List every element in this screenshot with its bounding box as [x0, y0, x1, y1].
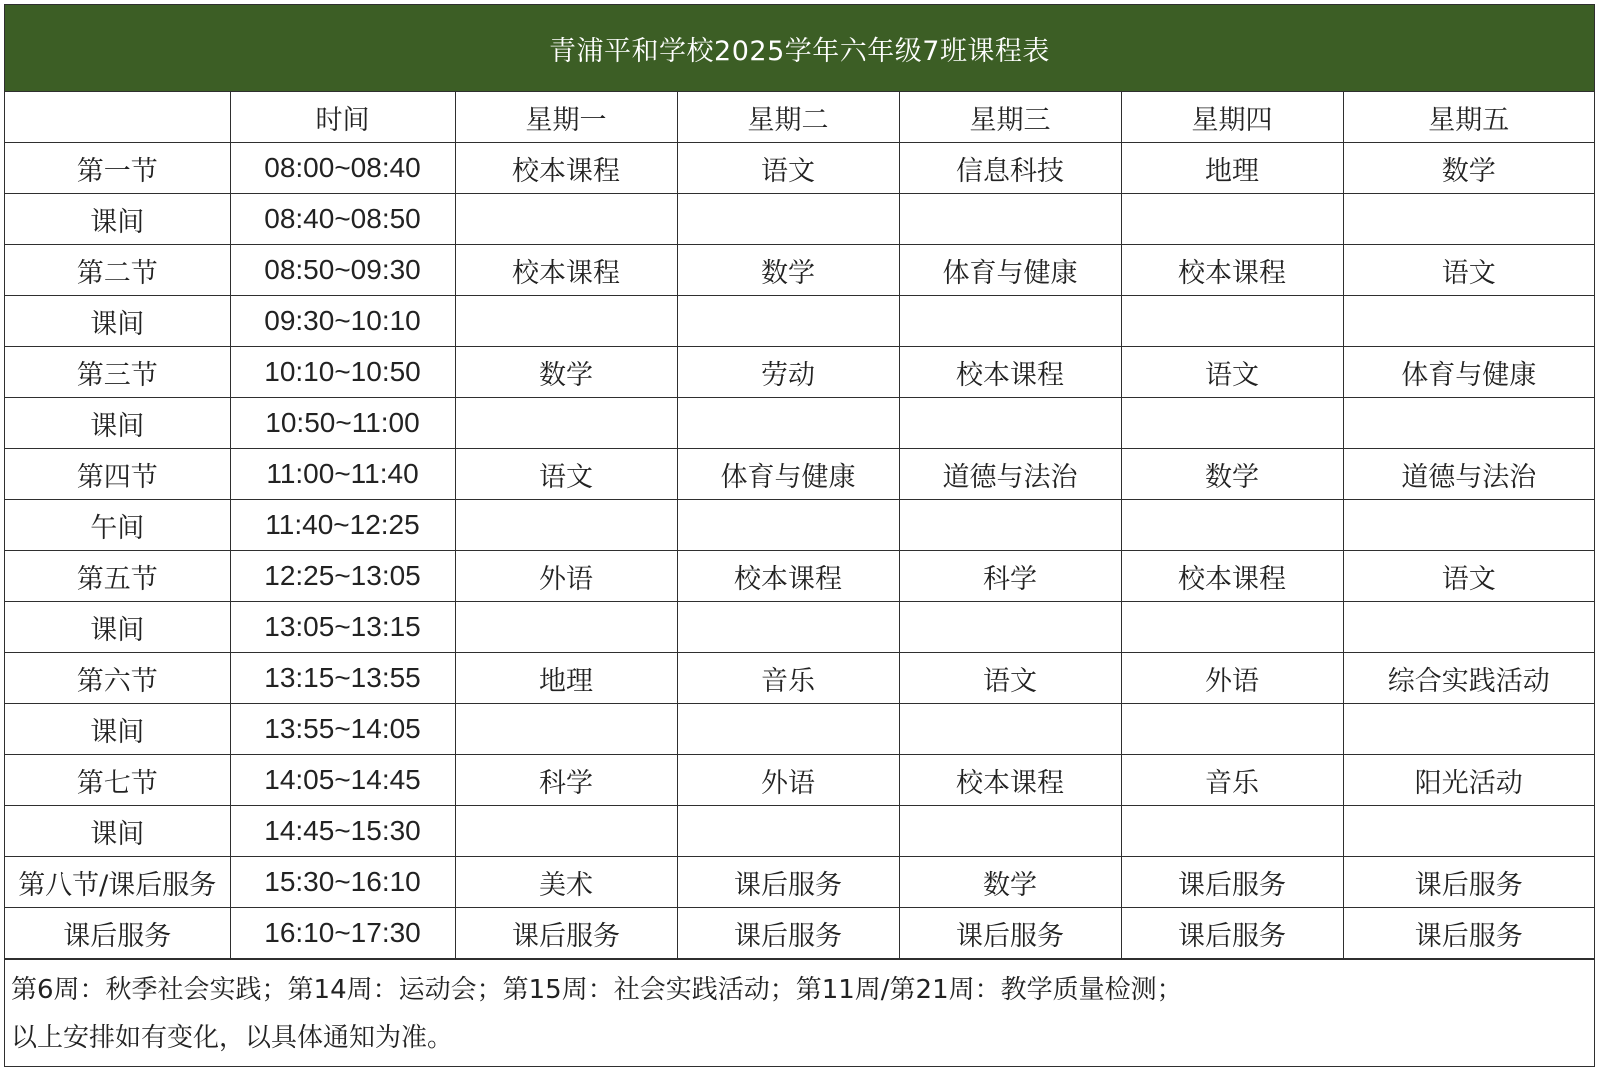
time-cell: 13:05~13:15	[230, 602, 455, 653]
class-cell-thursday: 校本课程	[1121, 551, 1343, 602]
class-cell-monday: 科学	[455, 755, 677, 806]
class-cell-monday	[455, 806, 677, 857]
time-cell: 08:40~08:50	[230, 194, 455, 245]
class-cell-monday: 外语	[455, 551, 677, 602]
class-cell-tuesday: 劳动	[677, 347, 899, 398]
class-cell-thursday	[1121, 500, 1343, 551]
class-cell-monday	[455, 500, 677, 551]
period-cell: 第四节	[5, 449, 230, 500]
class-cell-wednesday: 校本课程	[899, 755, 1121, 806]
header-tuesday: 星期二	[677, 92, 899, 143]
table-row	[5, 806, 1594, 857]
period-cell: 第五节	[5, 551, 230, 602]
table-row	[5, 296, 1594, 347]
class-cell-tuesday: 语文	[677, 143, 899, 194]
time-cell: 16:10~17:30	[230, 908, 455, 959]
period-cell: 课间	[5, 194, 230, 245]
period-cell: 第三节	[5, 347, 230, 398]
table-row	[5, 755, 1594, 806]
class-cell-tuesday	[677, 704, 899, 755]
header-row	[5, 92, 1594, 143]
period-cell: 午间	[5, 500, 230, 551]
schedule-sheet	[4, 4, 1595, 1067]
class-cell-thursday: 校本课程	[1121, 245, 1343, 296]
class-cell-tuesday	[677, 194, 899, 245]
header-monday: 星期一	[455, 92, 677, 143]
class-cell-thursday: 地理	[1121, 143, 1343, 194]
class-cell-tuesday	[677, 398, 899, 449]
time-cell: 11:40~12:25	[230, 500, 455, 551]
class-cell-wednesday	[899, 500, 1121, 551]
class-cell-monday	[455, 296, 677, 347]
class-cell-tuesday	[677, 500, 899, 551]
class-cell-monday: 校本课程	[455, 245, 677, 296]
class-cell-monday: 美术	[455, 857, 677, 908]
class-cell-monday	[455, 194, 677, 245]
header-thursday: 星期四	[1121, 92, 1343, 143]
class-cell-monday: 语文	[455, 449, 677, 500]
class-cell-wednesday: 语文	[899, 653, 1121, 704]
class-cell-monday	[455, 704, 677, 755]
class-cell-friday: 课后服务	[1343, 908, 1594, 959]
class-cell-tuesday: 数学	[677, 245, 899, 296]
table-row	[5, 194, 1594, 245]
class-cell-monday	[455, 602, 677, 653]
table-row	[5, 857, 1594, 908]
table-row	[5, 500, 1594, 551]
class-cell-wednesday: 数学	[899, 857, 1121, 908]
class-cell-thursday: 课后服务	[1121, 857, 1343, 908]
class-cell-friday	[1343, 602, 1594, 653]
time-cell: 10:50~11:00	[230, 398, 455, 449]
class-cell-monday: 地理	[455, 653, 677, 704]
note-line: 第6周：秋季社会实践；第14周：运动会；第15周：社会实践活动；第11周/第21周：教学质量检测；	[11, 975, 1183, 1005]
class-cell-friday: 数学	[1343, 143, 1594, 194]
header-time: 时间	[230, 92, 455, 143]
time-cell: 13:55~14:05	[230, 704, 455, 755]
period-cell: 课后服务	[5, 908, 230, 959]
period-cell: 课间	[5, 398, 230, 449]
class-cell-friday: 语文	[1343, 551, 1594, 602]
time-cell: 14:05~14:45	[230, 755, 455, 806]
table-row	[5, 704, 1594, 755]
table-row	[5, 908, 1594, 959]
class-cell-wednesday	[899, 602, 1121, 653]
period-cell: 课间	[5, 602, 230, 653]
table-row	[5, 653, 1594, 704]
class-cell-tuesday: 校本课程	[677, 551, 899, 602]
header-wednesday: 星期三	[899, 92, 1121, 143]
class-cell-friday: 阳光活动	[1343, 755, 1594, 806]
table-row	[5, 347, 1594, 398]
class-cell-tuesday	[677, 806, 899, 857]
schedule-body	[5, 92, 1594, 959]
period-cell: 第一节	[5, 143, 230, 194]
schedule-table	[5, 92, 1594, 959]
class-cell-wednesday	[899, 806, 1121, 857]
class-cell-tuesday	[677, 602, 899, 653]
class-cell-thursday: 外语	[1121, 653, 1343, 704]
table-row	[5, 602, 1594, 653]
class-cell-thursday	[1121, 194, 1343, 245]
class-cell-friday: 综合实践活动	[1343, 653, 1594, 704]
class-cell-thursday	[1121, 602, 1343, 653]
class-cell-wednesday: 信息科技	[899, 143, 1121, 194]
class-cell-friday: 道德与法治	[1343, 449, 1594, 500]
time-cell: 15:30~16:10	[230, 857, 455, 908]
class-cell-wednesday: 课后服务	[899, 908, 1121, 959]
class-cell-friday	[1343, 398, 1594, 449]
header-corner	[5, 92, 230, 143]
period-cell: 第二节	[5, 245, 230, 296]
class-cell-wednesday: 体育与健康	[899, 245, 1121, 296]
class-cell-thursday: 音乐	[1121, 755, 1343, 806]
class-cell-friday	[1343, 296, 1594, 347]
table-row	[5, 398, 1594, 449]
class-cell-monday	[455, 398, 677, 449]
period-cell: 课间	[5, 806, 230, 857]
class-cell-wednesday	[899, 398, 1121, 449]
period-cell: 第七节	[5, 755, 230, 806]
class-cell-friday: 课后服务	[1343, 857, 1594, 908]
period-cell: 课间	[5, 704, 230, 755]
class-cell-tuesday: 课后服务	[677, 908, 899, 959]
period-cell: 课间	[5, 296, 230, 347]
class-cell-wednesday	[899, 194, 1121, 245]
class-cell-tuesday: 体育与健康	[677, 449, 899, 500]
class-cell-friday	[1343, 704, 1594, 755]
class-cell-friday: 语文	[1343, 245, 1594, 296]
class-cell-thursday	[1121, 806, 1343, 857]
class-cell-thursday	[1121, 296, 1343, 347]
class-cell-friday: 体育与健康	[1343, 347, 1594, 398]
class-cell-friday	[1343, 194, 1594, 245]
time-cell: 14:45~15:30	[230, 806, 455, 857]
class-cell-wednesday: 科学	[899, 551, 1121, 602]
time-cell: 10:10~10:50	[230, 347, 455, 398]
table-row	[5, 449, 1594, 500]
table-row	[5, 551, 1594, 602]
class-cell-thursday: 数学	[1121, 449, 1343, 500]
class-cell-tuesday: 外语	[677, 755, 899, 806]
time-cell: 13:15~13:55	[230, 653, 455, 704]
period-cell: 第八节/课后服务	[5, 857, 230, 908]
class-cell-thursday	[1121, 704, 1343, 755]
time-cell: 08:50~09:30	[230, 245, 455, 296]
time-cell: 08:00~08:40	[230, 143, 455, 194]
time-cell: 09:30~10:10	[230, 296, 455, 347]
class-cell-thursday	[1121, 398, 1343, 449]
header-friday: 星期五	[1343, 92, 1594, 143]
class-cell-tuesday: 课后服务	[677, 857, 899, 908]
time-cell: 11:00~11:40	[230, 449, 455, 500]
class-cell-monday: 数学	[455, 347, 677, 398]
class-cell-wednesday: 道德与法治	[899, 449, 1121, 500]
class-cell-wednesday	[899, 296, 1121, 347]
class-cell-tuesday: 音乐	[677, 653, 899, 704]
class-cell-wednesday: 校本课程	[899, 347, 1121, 398]
class-cell-tuesday	[677, 296, 899, 347]
period-cell: 第六节	[5, 653, 230, 704]
note-line: 以上安排如有变化，以具体通知为准。	[11, 1023, 454, 1053]
class-cell-monday: 校本课程	[455, 143, 677, 194]
class-cell-friday	[1343, 500, 1594, 551]
class-cell-wednesday	[899, 704, 1121, 755]
class-cell-thursday: 语文	[1121, 347, 1343, 398]
table-row	[5, 245, 1594, 296]
notes	[5, 959, 1594, 1066]
schedule-title: 青浦平和学校2025学年六年级7班课程表	[5, 5, 1594, 92]
class-cell-friday	[1343, 806, 1594, 857]
class-cell-thursday: 课后服务	[1121, 908, 1343, 959]
time-cell: 12:25~13:05	[230, 551, 455, 602]
table-row	[5, 143, 1594, 194]
class-cell-monday: 课后服务	[455, 908, 677, 959]
